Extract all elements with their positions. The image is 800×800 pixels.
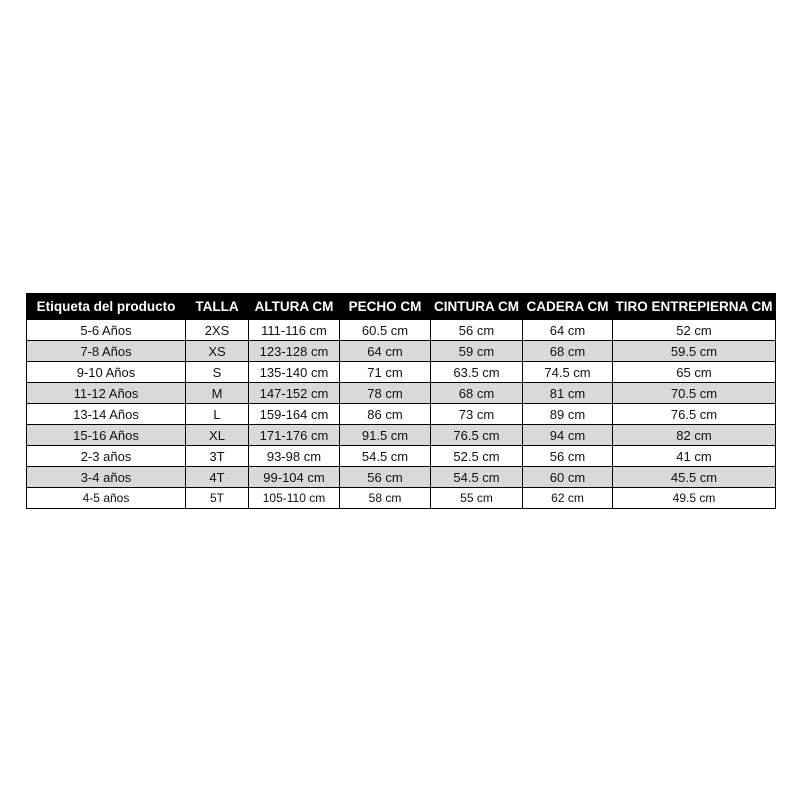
cell-size: S <box>186 362 249 383</box>
cell-size: 3T <box>186 446 249 467</box>
cell-chest: 91.5 cm <box>340 425 431 446</box>
cell-hip: 62 cm <box>523 488 613 509</box>
cell-product-label: 2-3 años <box>27 446 186 467</box>
header-waist: CINTURA CM <box>431 294 523 320</box>
cell-inseam: 70.5 cm <box>613 383 776 404</box>
cell-hip: 89 cm <box>523 404 613 425</box>
header-row <box>27 294 776 320</box>
header-size: TALLA <box>186 294 249 320</box>
cell-height: 111-116 cm <box>249 320 340 341</box>
cell-chest: 56 cm <box>340 467 431 488</box>
cell-waist: 68 cm <box>431 383 523 404</box>
cell-chest: 58 cm <box>340 488 431 509</box>
cell-chest: 64 cm <box>340 341 431 362</box>
cell-product-label: 15-16 Años <box>27 425 186 446</box>
cell-height: 171-176 cm <box>249 425 340 446</box>
cell-hip: 68 cm <box>523 341 613 362</box>
cell-waist: 56 cm <box>431 320 523 341</box>
cell-height: 93-98 cm <box>249 446 340 467</box>
cell-product-label: 5-6 Años <box>27 320 186 341</box>
cell-size: 2XS <box>186 320 249 341</box>
cell-inseam: 45.5 cm <box>613 467 776 488</box>
cell-hip: 94 cm <box>523 425 613 446</box>
table-row <box>27 320 776 341</box>
cell-inseam: 82 cm <box>613 425 776 446</box>
cell-chest: 54.5 cm <box>340 446 431 467</box>
table-row <box>27 404 776 425</box>
cell-chest: 60.5 cm <box>340 320 431 341</box>
cell-size: 5T <box>186 488 249 509</box>
cell-chest: 71 cm <box>340 362 431 383</box>
table-row <box>27 341 776 362</box>
cell-hip: 81 cm <box>523 383 613 404</box>
table-row <box>27 446 776 467</box>
cell-height: 123-128 cm <box>249 341 340 362</box>
cell-inseam: 41 cm <box>613 446 776 467</box>
cell-height: 159-164 cm <box>249 404 340 425</box>
cell-waist: 73 cm <box>431 404 523 425</box>
cell-waist: 63.5 cm <box>431 362 523 383</box>
cell-size: XS <box>186 341 249 362</box>
cell-hip: 60 cm <box>523 467 613 488</box>
cell-inseam: 52 cm <box>613 320 776 341</box>
cell-height: 135-140 cm <box>249 362 340 383</box>
cell-waist: 55 cm <box>431 488 523 509</box>
cell-size: L <box>186 404 249 425</box>
cell-size: XL <box>186 425 249 446</box>
header-chest: PECHO CM <box>340 294 431 320</box>
cell-product-label: 9-10 Años <box>27 362 186 383</box>
cell-product-label: 4-5 años <box>27 488 186 509</box>
cell-product-label: 11-12 Años <box>27 383 186 404</box>
cell-chest: 86 cm <box>340 404 431 425</box>
header-product-label: Etiqueta del producto <box>27 294 186 320</box>
cell-inseam: 49.5 cm <box>613 488 776 509</box>
header-hip: CADERA CM <box>523 294 613 320</box>
cell-height: 147-152 cm <box>249 383 340 404</box>
cell-hip: 56 cm <box>523 446 613 467</box>
cell-inseam: 59.5 cm <box>613 341 776 362</box>
header-height: ALTURA CM <box>249 294 340 320</box>
table-row <box>27 467 776 488</box>
cell-height: 99-104 cm <box>249 467 340 488</box>
table-row <box>27 488 776 509</box>
cell-product-label: 3-4 años <box>27 467 186 488</box>
cell-size: M <box>186 383 249 404</box>
cell-product-label: 13-14 Años <box>27 404 186 425</box>
cell-inseam: 65 cm <box>613 362 776 383</box>
cell-height: 105-110 cm <box>249 488 340 509</box>
table-row <box>27 362 776 383</box>
cell-inseam: 76.5 cm <box>613 404 776 425</box>
cell-chest: 78 cm <box>340 383 431 404</box>
size-chart-table <box>26 293 776 509</box>
cell-hip: 74.5 cm <box>523 362 613 383</box>
cell-waist: 52.5 cm <box>431 446 523 467</box>
cell-size: 4T <box>186 467 249 488</box>
cell-product-label: 7-8 Años <box>27 341 186 362</box>
cell-waist: 76.5 cm <box>431 425 523 446</box>
cell-hip: 64 cm <box>523 320 613 341</box>
table-row <box>27 383 776 404</box>
cell-waist: 59 cm <box>431 341 523 362</box>
cell-waist: 54.5 cm <box>431 467 523 488</box>
header-inseam: TIRO ENTREPIERNA CM <box>613 294 776 320</box>
table-row <box>27 425 776 446</box>
